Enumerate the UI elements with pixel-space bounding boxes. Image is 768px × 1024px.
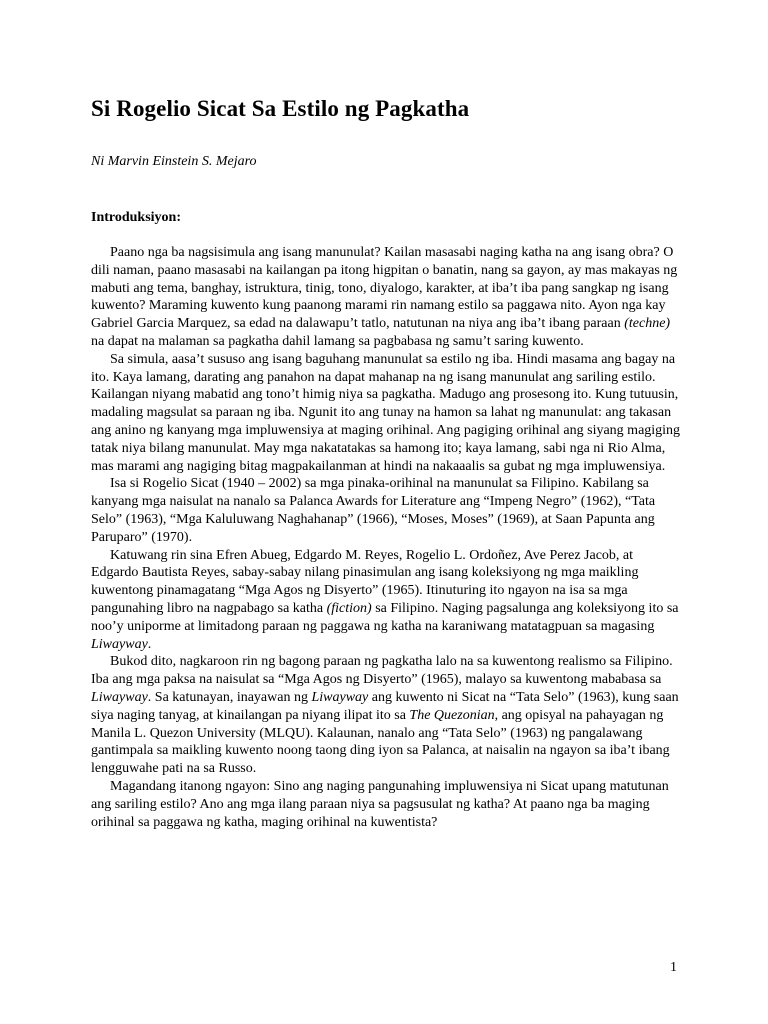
italic-text: Liwayway <box>91 636 148 652</box>
italic-text: The Quezonian <box>409 707 495 723</box>
body-text <box>91 244 681 831</box>
section-heading: Introduksiyon: <box>91 210 182 225</box>
paragraph-text: Sa simula, aasa’t sususo ang isang baguhang manunulat sa estilo ng iba. Hindi masama ang bagay na ito. Kaya lamang, darating ang panahon na dapat mahanap na ng isang manunulat ang sariling estilo. Kailangan niyang mabatid ang tono’t himig niya sa pagkatha. Madugo ang prosesong ito. Kung tutuusin, madaling magsulat sa paraan ng iba. Ngunit ito ang tunay na hamon sa lahat ng manunulat: ang takasan ang anino ng kanyang mga impluwensiya at maging orihinal. Ang pagiging orihinal ang siyang magiging tatak niya bilang manunulat. May mga nakatatakas sa hamong ito; kaya lamang, sabi nga ni Rio Alma, mas marami ang nagiging bitag magpakailanman at hindi na nakaaalis sa gubat ng mga impluwensiya. <box>91 351 681 474</box>
paragraph-text: . Sa katunayan, inayawan ng <box>147 689 312 705</box>
paragraph-text: Bukod dito, nagkaroon rin ng bagong paraan ng pagkatha lalo na sa kuwentong realismo sa Filipino. Iba ang mga paksa na naisulat sa “Mga Agos ng Disyerto” (1965), malayo sa kuwentong mababasa sa <box>91 654 673 688</box>
paragraph <box>91 244 681 351</box>
paragraph-text: sa Filipino. Naging pagsalunga ang koleksiyong ito sa noo’y uniporme at limitadong paraan ng paggawa ng katha na karaniwang matatagpuan sa magasing <box>91 600 679 634</box>
paragraph-text: Magandang itanong ngayon: Sino ang naging pangunahing impluwensiya ni Sicat upang matutunan ang sariling estilo? Ano ang mga ilang paraan niya sa pagsusulat ng katha? At paano nga ba maging orihinal sa paggawa ng katha, maging orihinal na kuwentista? <box>91 778 669 830</box>
author-byline: Ni Marvin Einstein S. Mejaro <box>91 154 257 169</box>
paragraph <box>91 778 681 831</box>
paragraph <box>91 547 681 654</box>
italic-text: (techne) <box>624 316 671 332</box>
italic-text: (fiction) <box>326 600 372 616</box>
italic-text: Liwayway <box>91 689 148 705</box>
paragraph-text: ang kuwento ni Sicat na “Tata Selo” (1963), kung saan siya naging tanyag, at kinailangan pa niyang ilipat ito sa <box>91 689 679 723</box>
paragraph <box>91 351 681 476</box>
paragraph-text: Paano nga ba nagsisimula ang isang manunulat? Kailan masasabi naging katha na ang isang obra? O dili naman, paano masasabi na kailangan pa itong higpitan o banatin, nang sa gayon, ay mas makayas ng mabuti ang tema, banghay, istruktura, tinig, tono, diyalogo, karakter, at iba’t iba pang sangkap ng isang kuwento? Maraming kuwento kung paanong marami rin namang estilo sa paggawa nito. Ayon nga kay Gabriel Garcia Marquez, sa edad na dalawapu’t tatlo, natutunan na niya ang iba’t ibang paraan <box>91 245 678 332</box>
paragraph-text: . <box>147 636 152 652</box>
paragraph-text: , ang opisyal na pahayagan ng Manila L. Quezon University (MLQU). Kalaunan, nanalo ang “Tata Selo” (1963) ng pangalawang gantimpala sa maikling kuwento noong taong ding iyon sa Palanca, at naisalin na ngayon sa iba’t ibang lengguwahe pati na sa Russo. <box>91 707 670 777</box>
italic-text: Liwayway <box>311 689 369 705</box>
paragraph <box>91 653 681 778</box>
page-number: 1 <box>670 960 677 975</box>
page-title: Si Rogelio Sicat Sa Estilo ng Pagkatha <box>91 96 470 121</box>
paragraph-text: na dapat na malaman sa pagkatha dahil lamang sa pagbabasa ng samu’t saring kuwento. <box>91 333 584 349</box>
paragraph-text: Isa si Rogelio Sicat (1940 – 2002) sa mga pinaka-orihinal na manunulat sa Filipino. Kabilang sa kanyang mga naisulat na nanalo sa Palanca Awards for Literature ang “Impeng Negro” (1962), “Tata Selo” (1963), “Mga Kaluluwang Naghahanap” (1966), “Moses, Moses” (1969), at Saan Papunta ang Paruparo” (1970). <box>91 476 656 545</box>
paragraph <box>91 475 681 546</box>
paragraph-text: Katuwang rin sina Efren Abueg, Edgardo M. Reyes, Rogelio L. Ordoñez, Ave Perez Jacob, at Edgardo Bautista Reyes, sabay-sabay nilang pinasimulan ang isang koleksiyong ng mga maikling kuwentong pinamagatang “Mga Agos ng Disyerto” (1965). Itinuturing ito ngayon na isa sa mga pangunahing libro na nagpabago sa katha <box>91 547 639 616</box>
